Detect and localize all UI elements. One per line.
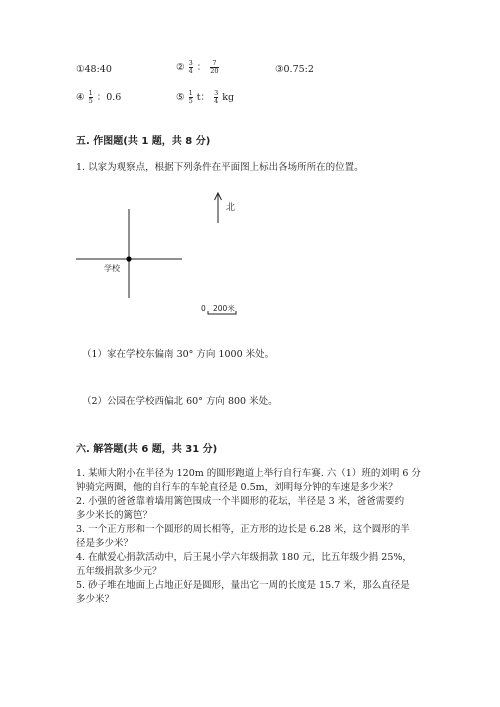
question-5-1: 1. 以家为观察点，根据下列条件在平面图上标出各场所所在的位置。 <box>76 162 364 173</box>
scale-length: 200米 <box>213 304 235 313</box>
school-label: 学校 <box>104 264 120 273</box>
answer-line: 五年级捐款多少元？ <box>76 566 162 577</box>
ratio-rest: ：0.6 <box>96 92 122 103</box>
denominator: 20 <box>210 67 219 75</box>
scale-zero: 0 <box>201 304 206 313</box>
ratio-item-1: ①48:40 <box>76 64 112 75</box>
answer-line: 径是多少米？ <box>76 538 134 549</box>
ratio-separator: ： <box>196 62 207 73</box>
sub-question-1: （1）家在学校东偏南 30° 方向 1000 米处。 <box>82 349 275 360</box>
ratio-mid: t： <box>196 92 211 103</box>
item-marker: ② <box>176 62 185 73</box>
section-6-title: 六. 解答题(共 6 题，共 31 分) <box>76 444 218 455</box>
sub-question-2: （2）公园在学校西偏北 60° 方向 800 米处。 <box>82 396 278 407</box>
denominator: 4 <box>214 97 219 105</box>
denominator: 4 <box>188 67 193 75</box>
answer-line: 多少米长的篱笆？ <box>76 510 153 521</box>
numerator: 3 <box>188 59 193 67</box>
item-marker: ④ <box>76 92 85 103</box>
answer-line: 5. 砂子堆在地面上占地正好是圆形，量出它一周的长度是 15.7 米，那么直径是 <box>76 580 410 591</box>
section-5-title: 五. 作图题(共 1 题，共 8 分) <box>76 136 211 147</box>
answer-line: 钟骑完两圈，他的自行车的车轮直径是 0.5m，刘明每分钟的车速是多少米？ <box>76 482 398 493</box>
numerator: 7 <box>212 59 217 67</box>
answer-line: 3. 一个正方形和一个圆形的周长相等，正方形的边长是 6.28 米，这个圆形的半 <box>76 524 410 535</box>
numerator: 3 <box>214 89 219 97</box>
answer-line: 2. 小强的爸爸靠着墙用篱笆围成一个半圆形的花坛，半径是 3 米，爸爸需要约 <box>76 496 405 507</box>
north-label: 北 <box>226 203 236 213</box>
answer-line: 1. 某师大附小在半径为 120m 的圆形跑道上举行自行车赛. 六（1）班的刘明 6 分 <box>76 468 421 479</box>
answer-line: 多少米？ <box>76 594 115 605</box>
denominator: 5 <box>88 97 93 105</box>
numerator: 1 <box>88 89 93 97</box>
numerator: 1 <box>188 89 193 97</box>
unit: kg <box>222 92 235 103</box>
answer-line: 4. 在献爱心捐款活动中，后王晁小学六年级捐款 180 元，比五年级少捐 25%， <box>76 552 412 563</box>
item-marker: ⑤ <box>176 92 185 103</box>
denominator: 5 <box>188 97 193 105</box>
ratio-item-3: ③0.75:2 <box>275 64 314 75</box>
school-point <box>126 256 131 261</box>
